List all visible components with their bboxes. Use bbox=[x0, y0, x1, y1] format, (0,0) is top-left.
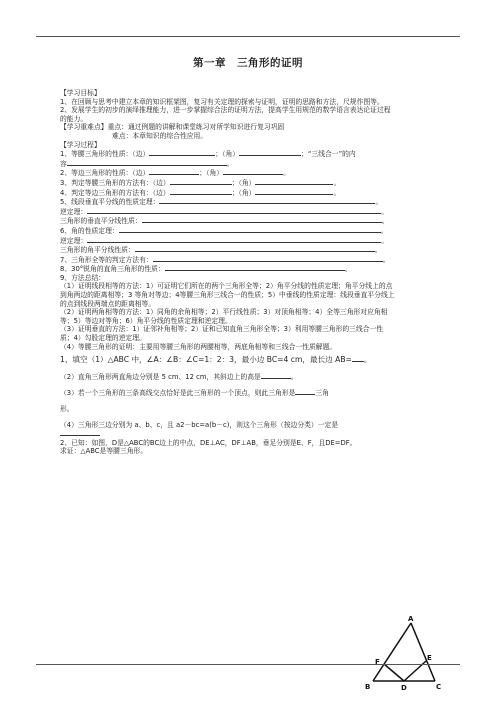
question-6-line: 6、角的性质定理： 。 bbox=[60, 226, 388, 235]
exercise-text: （2）直角三角形两直角边分别是 5 cm、12 cm，其斜边上的高是 bbox=[60, 372, 261, 381]
q1-part: ；“三线合一”的内 bbox=[301, 150, 356, 159]
q7-part: 7、三角形全等的判定方法有： bbox=[60, 255, 153, 264]
q3-part: 。 bbox=[333, 178, 341, 187]
question-4-line bbox=[60, 188, 396, 198]
method-1: （1）证明线段相等的方法：1）可证明它们所在的两个三角形全等；2）角平分线的性质定理；角平分线上的点到角两边的距离相等；3 等角对等边；4等腰三角形三线合一的性质；5）中垂线的性质定理：线段垂直平分线上的点到线段两端点的距离相等。 bbox=[60, 282, 395, 308]
answer-blank bbox=[223, 168, 283, 175]
exercise-4: （4）三角形三边分别为 a、b、c，且 a2－bc=a(b－c)，则这个三角形（按边分类）一定是 bbox=[60, 420, 339, 429]
goals-heading: 【学习目标】 bbox=[60, 89, 101, 97]
question-8-line: 8、30°锐角的直角三角形的性质： 。 bbox=[60, 265, 352, 274]
answer-blank bbox=[135, 245, 375, 252]
q1-part: 容 bbox=[60, 159, 67, 168]
answer-blank bbox=[170, 178, 232, 185]
q5-part: 三角形的垂直平分线性质： bbox=[60, 217, 142, 226]
question-6-triangle: 三角形的角平分线性质： 。 bbox=[60, 246, 382, 255]
q2-part: 2、等边三角形的性质：（边） bbox=[60, 169, 150, 178]
q2-part: ；（角） bbox=[199, 169, 224, 178]
exercise-3-cont: 形。 bbox=[60, 405, 74, 413]
exercise-1 bbox=[60, 355, 396, 365]
q5-part: 逆定理： bbox=[60, 207, 88, 216]
question-5-line: 5、线段垂直平分线的性质定理： 。 bbox=[60, 198, 383, 207]
spacer bbox=[60, 398, 396, 405]
focus-hard-text: 本章知识的综合性应用。 bbox=[132, 131, 208, 140]
page-title: 第一章 三角形的证明 bbox=[193, 57, 303, 69]
header-rule bbox=[36, 36, 460, 37]
method-3: （3）证明垂直的方法：1）证邻补角相等；2）证和已知直角三角形全等；3）利用等腰三角形的三线合一性质；4）勾股定理的逆定理。 bbox=[60, 325, 384, 343]
answer-blank bbox=[159, 197, 375, 204]
question-6-converse: 逆定理： 。 bbox=[60, 236, 388, 245]
q6-part: 三角形的角平分线性质： bbox=[60, 246, 135, 255]
exercise-2 bbox=[60, 372, 396, 382]
q1-part: ；（角） bbox=[215, 150, 240, 159]
label-c: C bbox=[436, 683, 442, 690]
answer-blank bbox=[149, 168, 199, 175]
spacer bbox=[60, 365, 396, 372]
exercise-text: 。 bbox=[363, 355, 372, 365]
q6-part: 6、角的性质定理： bbox=[60, 226, 119, 235]
label-d: D bbox=[401, 684, 407, 690]
answer-blank bbox=[255, 178, 333, 185]
question-1-cont bbox=[60, 159, 396, 169]
q1-part: 1、等腰三角形的性质：（边） bbox=[60, 150, 150, 159]
footer-rule bbox=[36, 664, 460, 665]
exercise-4-blank-line bbox=[60, 429, 396, 439]
focus-key-text: 通过例题的讲解和课堂练习对所学知识进行复习巩固 bbox=[127, 123, 285, 132]
q3-part: ；（角） bbox=[231, 178, 256, 187]
q4-part: 。 bbox=[333, 188, 341, 197]
spacer bbox=[60, 414, 396, 421]
answer-blank bbox=[67, 159, 227, 166]
q2-part: 。 bbox=[283, 169, 290, 178]
exercise-text: 1、填空（1）△ABC 中，∠A：∠B：∠C=1：2：3，最小边 BC=4 cm，最长边 AB= bbox=[60, 355, 352, 365]
problem-2: 2、已知：如图，D是△ABC的BC边上的中点，DE⊥AC，DF⊥AB，垂足分别是E、F，且DE=DF。 bbox=[60, 438, 357, 447]
method-4: （4）等腰三角形的证明：主要用等腰三角形的两腰相等，两底角相等和三线合一性质解题。 bbox=[60, 342, 337, 351]
exercise-text: 三角 bbox=[315, 389, 330, 398]
answer-blank bbox=[239, 149, 301, 156]
answer-blank bbox=[170, 188, 232, 195]
answer-blank bbox=[60, 429, 100, 436]
label-e: E bbox=[427, 654, 432, 662]
question-5-triangle: 三角形的垂直平分线性质： 。 bbox=[60, 217, 389, 226]
method-2: （2）证明两角相等的方法：1）同角的余角相等；2）平行线性质；3）对顶角相等；4）全等三角形对应角相等；5）等边对等角；6）角平分线的性质定理和逆定理。 bbox=[60, 308, 388, 325]
answer-blank bbox=[261, 372, 291, 379]
question-7-line: 7、三角形全等的判定方法有： 。 bbox=[60, 255, 390, 264]
focus-hard-line bbox=[60, 132, 396, 141]
answer-blank bbox=[352, 355, 364, 362]
question-2-line bbox=[60, 168, 396, 178]
q1-part: 。 bbox=[226, 159, 234, 168]
spacer bbox=[60, 381, 396, 388]
answer-blank bbox=[255, 188, 333, 195]
answer-blank bbox=[87, 236, 381, 243]
problem-2-prove: 求证：△ABC是等腰三角形。 bbox=[60, 447, 148, 456]
goal-item: 2、发展学生的初步的演绎推理能力，进一步掌握综合法的证明方法，提高学生用规范的数学语言表达论证过程的能力。 bbox=[60, 106, 391, 123]
focus-key-line bbox=[60, 123, 396, 132]
focus-key-label: 重点： bbox=[107, 123, 128, 132]
exercise-3 bbox=[60, 388, 396, 398]
q5-part: 5、线段垂直平分线的性质定理： bbox=[60, 198, 160, 207]
question-3-line bbox=[60, 178, 396, 188]
answer-blank bbox=[142, 216, 382, 223]
focus-hard-label: 难点： bbox=[112, 131, 133, 140]
answer-blank bbox=[295, 388, 315, 395]
question-9-line: 9、方法总结： bbox=[60, 273, 106, 282]
q6-part: 逆定理： bbox=[60, 236, 88, 245]
q8-part: 8、30°锐角的直角三角形的性质： bbox=[60, 265, 165, 274]
answer-blank bbox=[165, 264, 345, 271]
goal-item: 1、在回顾与思考中建立本章的知识框架图，复习有关定理的探索与证明，证明的思路和方法，尺规作图等。 bbox=[60, 97, 384, 106]
question-5-converse: 逆定理： 。 bbox=[60, 207, 388, 216]
q3-part: 3、判定等腰三角形的方法有：（边） bbox=[60, 178, 170, 187]
answer-blank bbox=[87, 207, 381, 214]
question-1-line bbox=[60, 149, 396, 159]
answer-blank bbox=[153, 255, 383, 262]
answer-blank bbox=[119, 226, 381, 233]
q4-part: 4、判定等边三角形的方法有：（边） bbox=[60, 188, 170, 197]
exercise-text: 。 bbox=[290, 372, 298, 381]
segment-df bbox=[384, 664, 404, 681]
document-body bbox=[60, 89, 396, 456]
triangle-figure bbox=[363, 614, 447, 690]
answer-blank bbox=[149, 149, 215, 156]
process-heading: 【学习过程】 bbox=[60, 140, 101, 149]
side-ab bbox=[373, 623, 411, 681]
label-b: B bbox=[365, 683, 371, 690]
exercise-text: （3）若一个三角形的三条高线交点恰好是此三角形的一个顶点，则此三角形是 bbox=[60, 389, 296, 398]
q4-part: ；（角） bbox=[231, 188, 256, 197]
label-f: F bbox=[375, 658, 380, 666]
label-a: A bbox=[408, 615, 414, 623]
focus-heading: 【学习重难点】 bbox=[60, 123, 108, 132]
